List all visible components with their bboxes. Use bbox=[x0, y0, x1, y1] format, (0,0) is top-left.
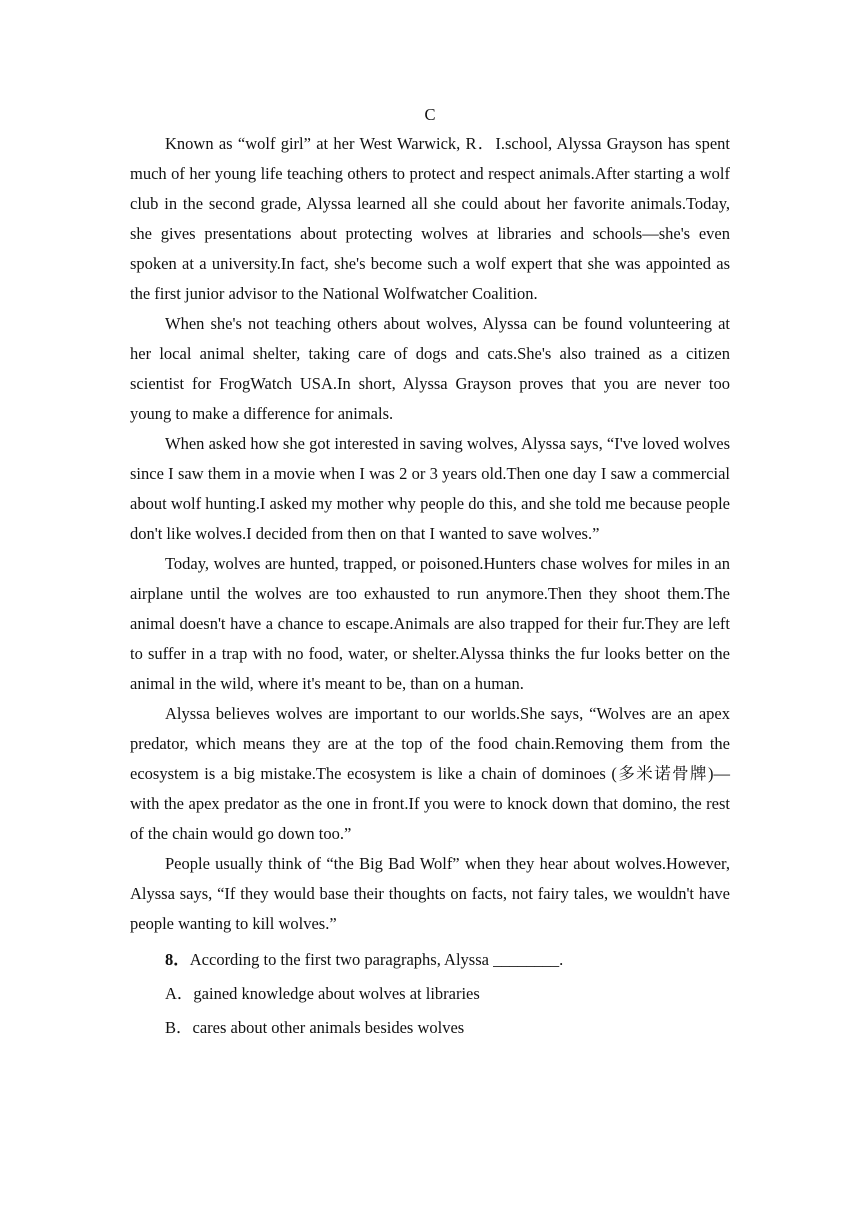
passage-paragraph-1: Known as “wolf girl” at her West Warwick, R．I.school, Alyssa Grayson has spent much of her young life teaching others to protect and respect animals.After starting a wolf club in the second grade, Alyssa learned all she could about her favorite animals.Today, she gives presentations about protecting wolves at libraries and schools—she's even spoken at a university.In fact, she's become such a wolf expert that she was appointed as the first junior advisor to the National Wolfwatcher Coalition. bbox=[130, 134, 730, 303]
section-label: C bbox=[424, 105, 436, 124]
passage-paragraph-5: Alyssa believes wolves are important to our worlds.She says, “Wolves are an apex predator, which means they are at the top of the food chain.Removing them from the ecosystem is a big mistake.The ecosystem is like a chain of dominoes (多米诺骨牌)—with the apex predator as the one in front.If you were to knock down that domino, the rest of the chain would go down too.” bbox=[130, 704, 730, 843]
passage-paragraph-4: Today, wolves are hunted, trapped, or poisoned.Hunters chase wolves for miles in an airplane until the wolves are too exhausted to run anymore.Then they shoot them.The animal doesn't have a chance to escape.Animals are also trapped for their fur.They are left to suffer in a trap with no food, water, or shelter.Alyssa thinks the fur looks better on the animal in the wild, where it's meant to be, than on a human. bbox=[130, 554, 730, 693]
option-a[interactable]: A．gained knowledge about wolves at libraries bbox=[165, 984, 480, 1003]
passage-paragraph-2: When she's not teaching others about wolves, Alyssa can be found volunteering at her local animal shelter, taking care of dogs and cats.She's also trained as a citizen scientist for FrogWatch USA.In short, Alyssa Grayson proves that you are never too young to make a difference for animals. bbox=[130, 314, 730, 423]
question-number: 8． bbox=[165, 950, 190, 969]
option-b[interactable]: B．cares about other animals besides wolves bbox=[165, 1018, 465, 1037]
reading-passage bbox=[130, 100, 730, 1045]
passage-paragraph-3: When asked how she got interested in saving wolves, Alyssa says, “I've loved wolves since I saw them in a movie when I was 2 or 3 years old.Then one day I saw a commercial about wolf hunting.I asked my mother why people do this, and she told me because people don't like wolves.I decided from then on that I wanted to save wolves.” bbox=[130, 434, 730, 543]
question-stem: According to the first two paragraphs, Alyssa ________. bbox=[189, 950, 564, 969]
question-8 bbox=[130, 943, 730, 977]
passage-paragraph-6: People usually think of “the Big Bad Wolf” when they hear about wolves.However, Alyssa says, “If they would base their thoughts on facts, not fairy tales, we wouldn't have people wanting to kill wolves.” bbox=[130, 854, 730, 933]
